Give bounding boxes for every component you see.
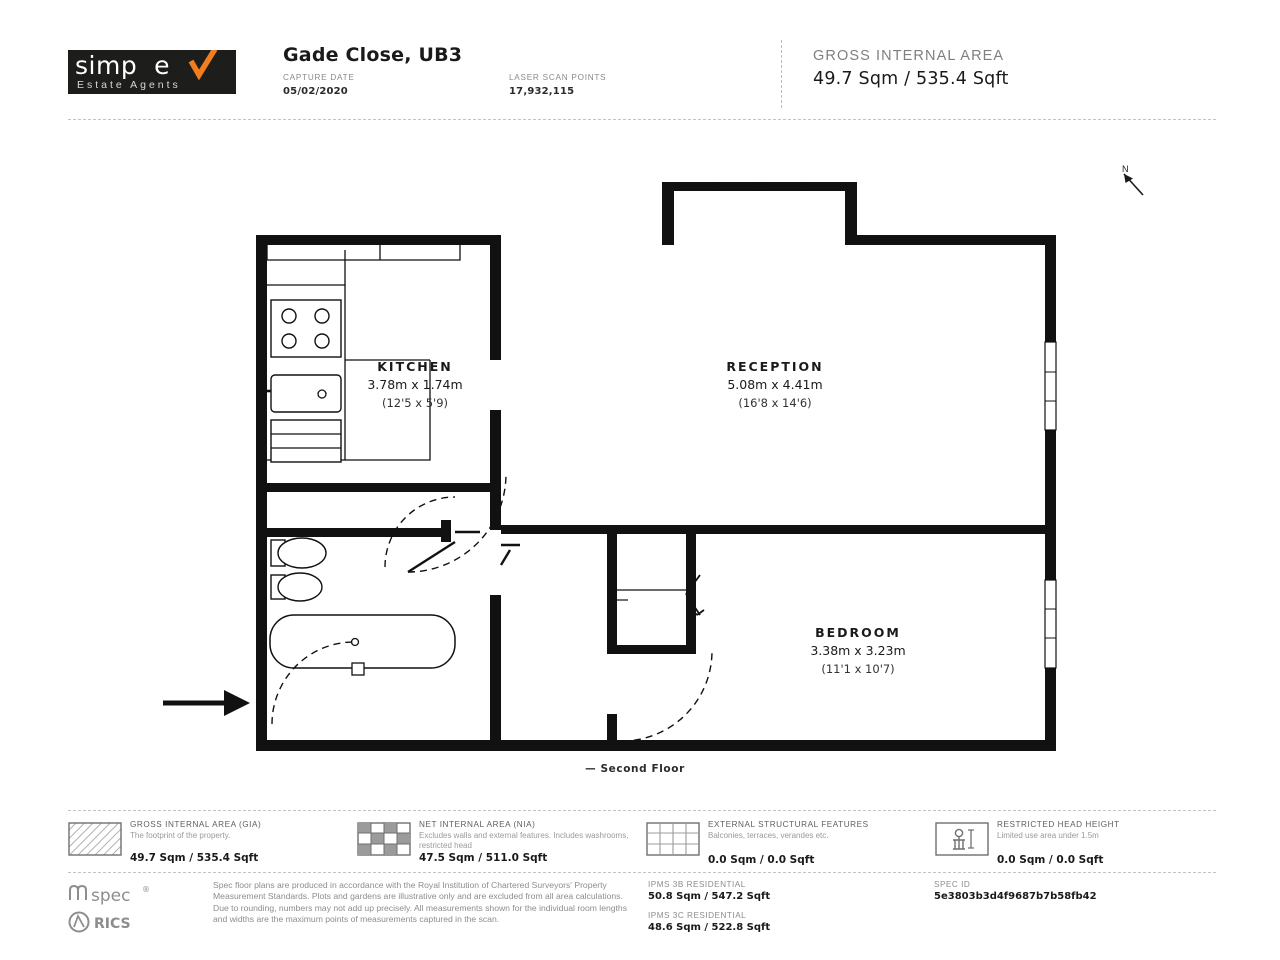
brand-logo-e: e [154,51,170,80]
legend-external-title: EXTERNAL STRUCTURAL FEATURES [708,820,869,829]
legend-external-desc: Balconies, terraces, verandes etc. [708,831,829,840]
capture-meta [283,73,763,103]
gross-internal-area [813,48,1009,89]
bedroom-metric: 3.38m x 3.23m [810,643,906,658]
ipms-3b [648,880,928,902]
spec-id [934,880,1214,902]
hatched-square-icon [68,822,122,856]
spec-id-label: SPEC ID [934,880,971,889]
north-arrow-icon [1122,164,1143,195]
kitchen-name: KITCHEN [377,359,453,374]
svg-text:RICS: RICS [94,916,131,932]
appliance-unit-icon [271,420,341,462]
reception-metric: 5.08m x 4.41m [727,377,823,392]
puzzle-square-icon [357,822,411,856]
toilet-icon [271,538,326,568]
header-divider [781,40,782,108]
legend-nia-title: NET INTERNAL AREA (NIA) [419,820,536,829]
laser-scan-points-label: LASER SCAN POINTS [509,73,607,82]
ipms-3c-label: IPMS 3C RESIDENTIAL [648,911,747,920]
ipms-3c [648,911,928,933]
brand-logo-text [75,51,170,80]
room-label-bedroom [810,625,905,676]
bedroom-name: BEDROOM [815,625,901,640]
legend-gia-text [130,820,345,841]
page-title [283,44,462,66]
legend-external-value: 0.0 Sqm / 0.0 Sqft [708,854,815,866]
reception-imperial: (16'8 x 14'6) [738,396,812,410]
bath-icon [270,615,455,675]
ipms-column [648,880,928,942]
capture-date-value: 05/02/2020 [283,86,348,97]
brand-logo-subtitle: Estate Agents [77,79,181,91]
svg-text:spec: spec [91,886,131,906]
capture-date-label: CAPTURE DATE [283,73,355,82]
legend-restricted-desc: Limited use area under 1.5m [997,831,1099,840]
north-label: N [1122,164,1129,174]
area-legend [68,820,1218,868]
legend-gia-value: 49.7 Sqm / 535.4 Sqft [130,852,259,864]
legend-nia-value: 47.5 Sqm / 511.0 Sqft [419,852,548,864]
page-footer [68,880,1218,956]
door-leaves [408,532,520,572]
disclaimer-text: Spec floor plans are produced in accordance with the Royal Institution of Chartered Surveyors' Property Measurement Standards. Plots and gardens are illustrative only and are excluded from all area calculations. Due to rounding, numbers may not add up precisely. All measurements shown for the individual room lengths and widths are the maximum points of measurements captured in the scan. [213,880,627,925]
legend-nia-text [419,820,634,850]
restricted-head-height-icon [935,822,989,856]
property-address: Gade Close, UB3 [283,44,463,66]
laser-scan-points [509,73,606,97]
legend-external-text [708,820,923,841]
spec-id-value: 5e3803b3d4f9687b7b58fb42 [934,891,1097,902]
legend-separator-top [68,810,1216,811]
spec-logo-icon [68,882,168,906]
check-mark-icon [188,50,218,80]
floor-plan [0,120,1280,810]
floor-label: — Second Floor [585,763,685,775]
kitchen-metric: 3.78m x 1.74m [367,377,463,392]
legend-nia-desc: Excludes walls and external features. Includes washrooms, restricted head [419,831,629,850]
hob-icon [271,300,341,357]
basin-icon [271,573,322,601]
reception-name: RECEPTION [726,359,824,374]
room-label-kitchen [367,359,462,410]
bedroom-imperial: (11'1 x 10'7) [821,662,895,676]
ipms-3b-value: 50.8 Sqm / 547.2 Sqft [648,891,771,902]
svg-text:®: ® [142,885,150,894]
ipms-3b-label: IPMS 3B RESIDENTIAL [648,880,746,889]
room-label-reception [726,359,823,410]
entrance-arrow-icon [163,690,250,716]
rics-logo-icon [68,910,168,934]
legend-restricted-title: RESTRICTED HEAD HEIGHT [997,820,1120,829]
brand-logo-main: simp [75,51,138,80]
legend-gia-desc: The footprint of the property. [130,831,231,840]
legend-gia-title: GROSS INTERNAL AREA (GIA) [130,820,262,829]
kitchen-imperial: (12'5 x 5'9) [382,396,448,410]
legend-separator-bottom [68,872,1216,873]
capture-date [283,73,355,97]
gia-label: GROSS INTERNAL AREA [813,48,1005,64]
grid-square-icon [646,822,700,856]
cupboard-door-swing [612,590,686,600]
sink-icon [267,375,341,412]
page-header [68,40,1218,108]
floor-plan-svg [0,120,1280,810]
ipms-3c-value: 48.6 Sqm / 522.8 Sqft [648,922,771,933]
gia-value: 49.7 Sqm / 535.4 Sqft [813,69,1009,89]
legend-restricted-value: 0.0 Sqm / 0.0 Sqft [997,854,1104,866]
legend-restricted-text [997,820,1212,841]
brand-logo [68,50,236,94]
laser-scan-points-value: 17,932,115 [509,86,575,97]
